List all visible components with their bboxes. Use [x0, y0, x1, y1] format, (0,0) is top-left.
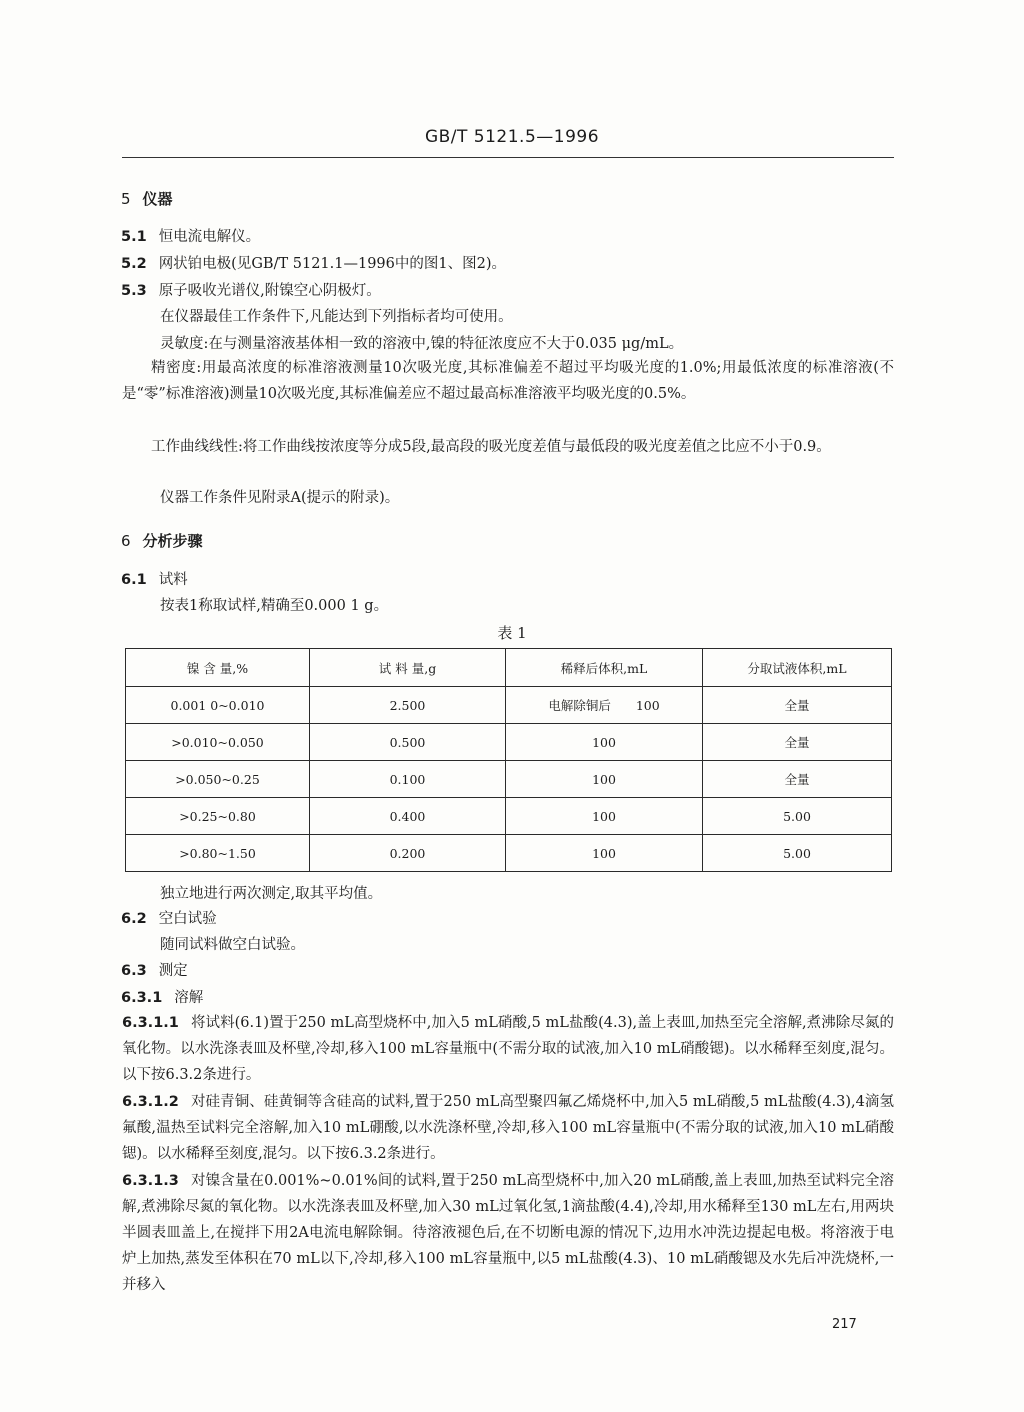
- clause-number: 6.3.1.2: [122, 1094, 179, 1110]
- clause-title: 测定: [158, 963, 188, 979]
- column-header-sample-mass: 试 料 量,g: [310, 649, 506, 687]
- clause-5-3: [121, 281, 381, 301]
- clause-number: 5.2: [121, 256, 147, 272]
- table-1-caption: 表 1: [497, 624, 527, 642]
- cell-nickel-content: >0.80~1.50: [126, 835, 310, 872]
- clause-6-3: [121, 961, 188, 981]
- cell-dilution-volume: 100: [506, 798, 703, 835]
- clause-text: 对镍含量在0.001%~0.01%间的试料,置于250 mL高型烧杯中,加入20 mL硝酸,盖上表皿,加热至试料完全溶解,煮沸除尽氮的氧化物。以水洗涤表皿及杯壁,加入30 mL过氧化氢,1滴盐酸(4.4),冷却,用水稀释至130 mL左右,用两块半圆表皿盖上,在搅拌下用2A电流电解除铜。待溶液褪色后,在不切断电源的情况下,边用水冲洗边提起电极。将溶液于电炉上加热,蒸发至体积在70 mL以下,冷却,移入100 mL容量瓶中,以5 mL盐酸(4.3)、10 mL硝酸锶及水先后冲洗烧杯,一并移入: [122, 1173, 894, 1293]
- clause-number: 6.2: [121, 911, 147, 927]
- cell-aliquot-volume: 全量: [703, 724, 892, 761]
- section-6-heading: [121, 531, 203, 551]
- clause-text: 对硅青铜、硅黄铜等含硅高的试料,置于250 mL高型聚四氟乙烯烧杯中,加入5 mL硝酸,5 mL盐酸(4.3),4滴氢氟酸,温热至试料完全溶解,加入10 mL硼酸,以水洗涤杯壁,冷却,移入100 mL容量瓶中(不需分取的试液,加入10 mL硝酸锶)。以水稀释至刻度,混匀。以下按6.3.2条进行。: [122, 1094, 894, 1162]
- cell-dilution-volume: 100: [506, 724, 703, 761]
- linearity-criterion: 工作曲线线性:将工作曲线按浓度等分成5段,最高段的吸光度差值与最低段的吸光度差值之比应不小于0.9。: [151, 439, 831, 455]
- clause-6-2: [121, 909, 217, 929]
- cell-sample-mass: 0.100: [310, 761, 506, 798]
- cell-dilution-volume: 100: [506, 761, 703, 798]
- table-row: [126, 798, 892, 835]
- duplicate-measurement-note: 独立地进行两次测定,取其平均值。: [160, 886, 383, 902]
- section-number: 6: [121, 532, 131, 550]
- cell-sample-mass: 0.200: [310, 835, 506, 872]
- section-5-heading: [121, 189, 173, 209]
- table-row: [126, 687, 892, 724]
- table-header-row: [126, 649, 892, 687]
- standard-code-header: GB/T 5121.5—1996: [424, 127, 600, 147]
- clause-6-3-1: [121, 988, 203, 1008]
- column-header-dilution-volume: 稀释后体积,mL: [506, 649, 703, 687]
- clause-6-3-1-3: [122, 1168, 894, 1298]
- section-title: 分析步骤: [142, 532, 203, 550]
- cell-sample-mass: 0.500: [310, 724, 506, 761]
- clause-6-1: [121, 570, 188, 590]
- cell-sample-mass: 0.400: [310, 798, 506, 835]
- cell-nickel-content: 0.001 0~0.010: [126, 687, 310, 724]
- column-header-nickel-content: 镍 含 量,%: [126, 649, 310, 687]
- clause-6-3-1-2: [122, 1089, 894, 1167]
- clause-number: 6.3.1.3: [122, 1173, 179, 1189]
- clause-text: 网状铂电极(见GB/T 5121.1—1996中的图1、图2)。: [158, 256, 506, 272]
- cell-nickel-content: >0.050~0.25: [126, 761, 310, 798]
- clause-6-3-1-1: [122, 1010, 894, 1088]
- cell-aliquot-volume: 全量: [703, 687, 892, 724]
- column-header-aliquot-volume: 分取试液体积,mL: [703, 649, 892, 687]
- clause-5-1: [121, 227, 260, 247]
- clause-number: 6.3.1: [121, 990, 163, 1006]
- clause-number: 6.3: [121, 963, 147, 979]
- clause-title: 溶解: [174, 990, 204, 1006]
- table-row: [126, 724, 892, 761]
- section-title: 仪器: [142, 190, 173, 208]
- sample-weighing-text: 按表1称取试样,精确至0.000 1 g。: [160, 598, 389, 614]
- cell-sample-mass: 2.500: [310, 687, 506, 724]
- clause-number: 6.1: [121, 572, 147, 588]
- cell-aliquot-volume: 5.00: [703, 835, 892, 872]
- precision-criterion: 精密度:用最高浓度的标准溶液测量10次吸光度,其标准偏差不超过平均吸光度的1.0%;用最低浓度的标准溶液(不是“零”标准溶液)测量10次吸光度,其标准偏差应不超过最高标准溶液平均吸光度的0.5%。: [122, 360, 894, 402]
- blank-test-text: 随同试料做空白试验。: [160, 937, 305, 953]
- clause-text: 恒电流电解仪。: [158, 229, 261, 245]
- table-row: [126, 835, 892, 872]
- clause-number: 6.3.1.1: [122, 1015, 179, 1031]
- instrument-conditions-note: 仪器工作条件见附录A(提示的附录)。: [160, 490, 400, 506]
- cell-dilution-volume: 100: [506, 835, 703, 872]
- section-number: 5: [121, 190, 131, 208]
- table-row: [126, 761, 892, 798]
- sensitivity-criterion: 灵敏度:在与测量溶液基体相一致的溶液中,镍的特征浓度应不大于0.035 μg/mL。: [160, 336, 684, 352]
- clause-5-2: [121, 254, 506, 274]
- clause-text: 原子吸收光谱仪,附镍空心阴极灯。: [158, 283, 381, 299]
- cell-aliquot-volume: 5.00: [703, 798, 892, 835]
- cell-dilution-volume: 电解除铜后 100: [506, 687, 703, 724]
- cell-nickel-content: >0.25~0.80: [126, 798, 310, 835]
- clause-title: 试料: [158, 572, 188, 588]
- page-number: 217: [832, 1317, 857, 1332]
- header-rule: [122, 157, 894, 158]
- clause-number: 5.3: [121, 283, 147, 299]
- cell-nickel-content: >0.010~0.050: [126, 724, 310, 761]
- table-1: [125, 648, 892, 872]
- clause-title: 空白试验: [158, 911, 217, 927]
- cell-aliquot-volume: 全量: [703, 761, 892, 798]
- clause-text: 将试料(6.1)置于250 mL高型烧杯中,加入5 mL硝酸,5 mL盐酸(4.3),盖上表皿,加热至完全溶解,煮沸除尽氮的氧化物。以水洗涤表皿及杯壁,冷却,移入100 mL容量瓶中(不需分取的试液,加入10 mL硝酸锶)。以水稀释至刻度,混匀。以下按6.3.2条进行。: [122, 1015, 894, 1083]
- clause-number: 5.1: [121, 229, 147, 245]
- instrument-intro: 在仪器最佳工作条件下,凡能达到下列指标者均可使用。: [160, 309, 513, 325]
